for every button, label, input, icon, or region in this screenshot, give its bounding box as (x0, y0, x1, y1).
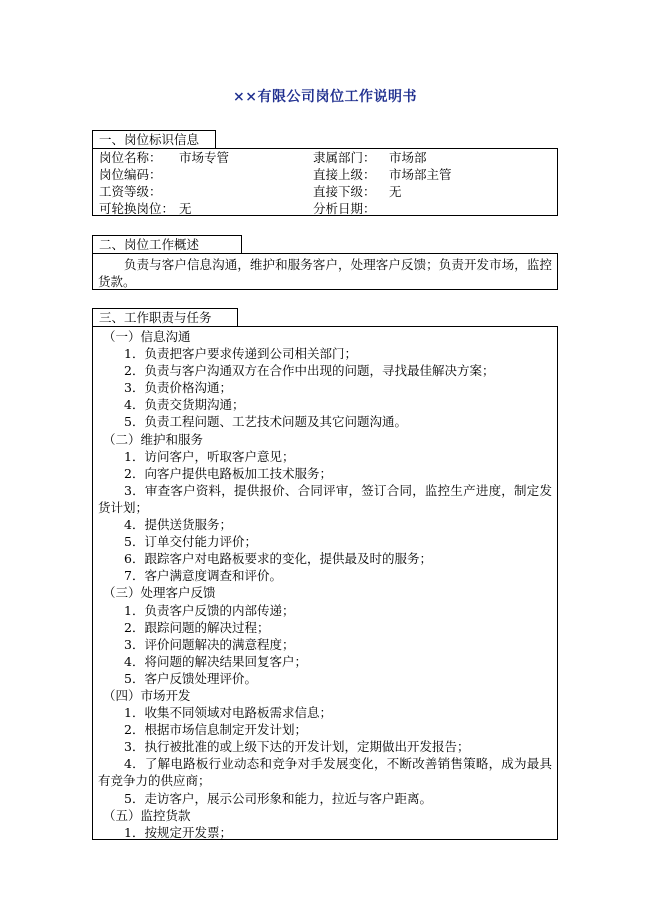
info-row (99, 149, 554, 166)
list-item: 5．订单交付能力评价； (124, 534, 257, 550)
group-heading: （四）市场开发 (103, 687, 191, 703)
group-heading: （五）监控货款 (103, 807, 191, 823)
list-item: 4．了解电路板行业动态和竞争对手发展变化，不断改善销售策略，成为最具有竞争力的供应商； (98, 756, 552, 789)
info-key: 直接下级： (313, 184, 376, 199)
list-item: 5．负责工程问题、工艺技术问题及其它问题沟通。 (124, 414, 407, 430)
list-item: 3．审查客户资料，提供报价、合同评审，签订合同，监控生产进度，制定发货计划； (98, 482, 552, 515)
info-value: 市场部主管 (389, 167, 452, 182)
info-row (99, 166, 554, 183)
group-heading: （二）维护和服务 (103, 431, 204, 447)
list-item: 1．负责客户反馈的内部传递； (124, 602, 295, 618)
info-value: 市场专管 (179, 150, 230, 165)
list-item: 1．按规定开发票； (124, 824, 232, 840)
overview-box (92, 253, 558, 290)
list-item: 2．根据市场信息制定开发计划； (124, 722, 307, 738)
overview-text: 负责与客户信息沟通，维护和服务客户，处理客户反馈；负责开发市场，监控货款。 (98, 257, 552, 289)
duties-content (98, 328, 552, 841)
list-item: 2．向客户提供电路板加工技术服务； (124, 465, 332, 481)
info-value: 市场部 (389, 150, 427, 165)
list-item: 1．收集不同领域对电路板需求信息； (124, 705, 332, 721)
info-key: 工资等级： (99, 184, 162, 199)
info-key: 可轮换岗位： (99, 201, 175, 216)
info-key: 隶属部门： (313, 150, 376, 165)
info-key: 岗位编码： (99, 167, 162, 182)
list-item: 4．负责交货期沟通； (124, 397, 245, 413)
info-row (99, 200, 554, 217)
list-item: 3．评价问题解决的满意程度； (124, 636, 295, 652)
info-key: 岗位名称： (99, 150, 162, 165)
list-item: 7．客户满意度调查和评价。 (124, 568, 282, 584)
group-heading: （一）信息沟通 (103, 329, 191, 344)
list-item: 1．负责把客户要求传递到公司相关部门； (124, 346, 357, 362)
info-key: 分析日期： (313, 201, 376, 216)
list-item: 4．提供送货服务； (124, 517, 232, 533)
list-item: 5．走访客户，展示公司形象和能力，拉近与客户距离。 (124, 790, 432, 806)
list-item: 4．将问题的解决结果回复客户； (124, 653, 307, 669)
section-overview-label: 二、岗位工作概述 (92, 235, 242, 253)
list-item: 6．跟踪客户对电路板要求的变化，提供最及时的服务； (124, 551, 432, 567)
list-item: 1．访问客户，听取客户意见； (124, 448, 295, 464)
section-identification-label: 一、岗位标识信息 (92, 130, 216, 148)
info-key: 直接上级： (313, 167, 376, 182)
info-row (99, 183, 554, 200)
list-item: 2．跟踪问题的解决过程； (124, 619, 270, 635)
identification-info-box (92, 148, 558, 216)
info-value: 无 (389, 184, 402, 199)
page-title: ××有限公司岗位工作说明书 (233, 89, 417, 105)
section-duties-label: 三、工作职责与任务 (92, 308, 238, 326)
group-heading: （三）处理客户反馈 (103, 585, 216, 601)
list-item: 3．执行被批准的或上级下达的开发计划，定期做出开发报告； (124, 739, 470, 755)
list-item: 2．负责与客户沟通双方在合作中出现的问题，寻找最佳解决方案； (124, 363, 495, 379)
info-value: 无 (179, 201, 192, 216)
list-item: 5．客户反馈处理评价。 (124, 670, 257, 686)
list-item: 3．负责价格沟通； (124, 380, 232, 396)
duties-box (92, 326, 558, 840)
